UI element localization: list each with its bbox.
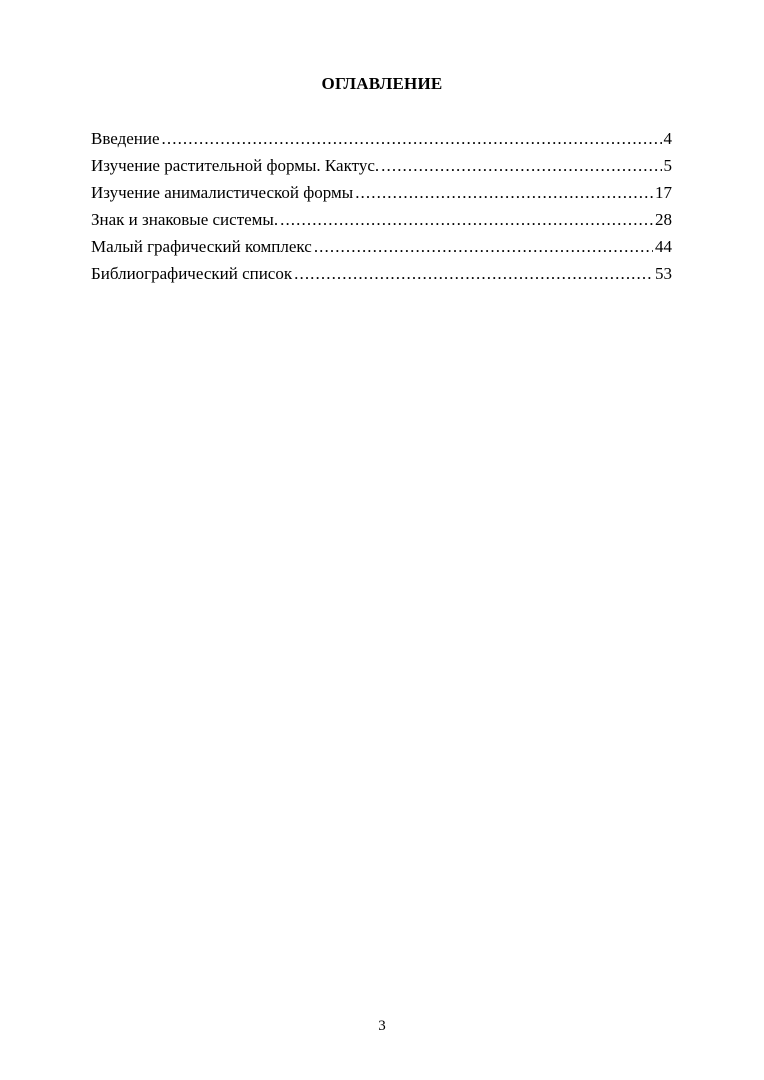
toc-entry[interactable]	[91, 179, 672, 206]
toc-entry-page: 17	[655, 183, 672, 202]
toc-entry-page: 5	[663, 156, 672, 175]
page-number: 3	[378, 1018, 386, 1034]
toc-entry-label: Библиографический список	[91, 264, 293, 283]
toc-entry-label: Введение	[91, 129, 160, 148]
table-of-contents	[91, 125, 672, 287]
toc-entry-label: Изучение анималистической формы	[91, 183, 354, 202]
toc-entry[interactable]	[91, 260, 672, 287]
dot-leader	[162, 125, 662, 152]
dot-leader	[381, 152, 661, 179]
toc-entry-label: Знак и знаковые системы.	[91, 210, 279, 229]
toc-entry-page: 4	[663, 129, 672, 148]
dot-leader	[355, 179, 653, 206]
page-title: ОГЛАВЛЕНИЕ	[321, 74, 443, 93]
toc-entry[interactable]	[91, 233, 672, 260]
toc-entry[interactable]	[91, 125, 672, 152]
dot-leader	[314, 233, 653, 260]
toc-entry-label: Малый графический комплекс	[91, 237, 312, 256]
dot-leader	[280, 206, 653, 233]
dot-leader	[294, 260, 653, 287]
toc-entry-page: 44	[655, 237, 672, 256]
toc-entry[interactable]	[91, 152, 672, 179]
toc-entry[interactable]	[91, 206, 672, 233]
toc-entry-label: Изучение растительной формы. Кактус.	[91, 156, 380, 175]
toc-entry-page: 53	[655, 264, 672, 283]
toc-entry-page: 28	[655, 210, 672, 229]
